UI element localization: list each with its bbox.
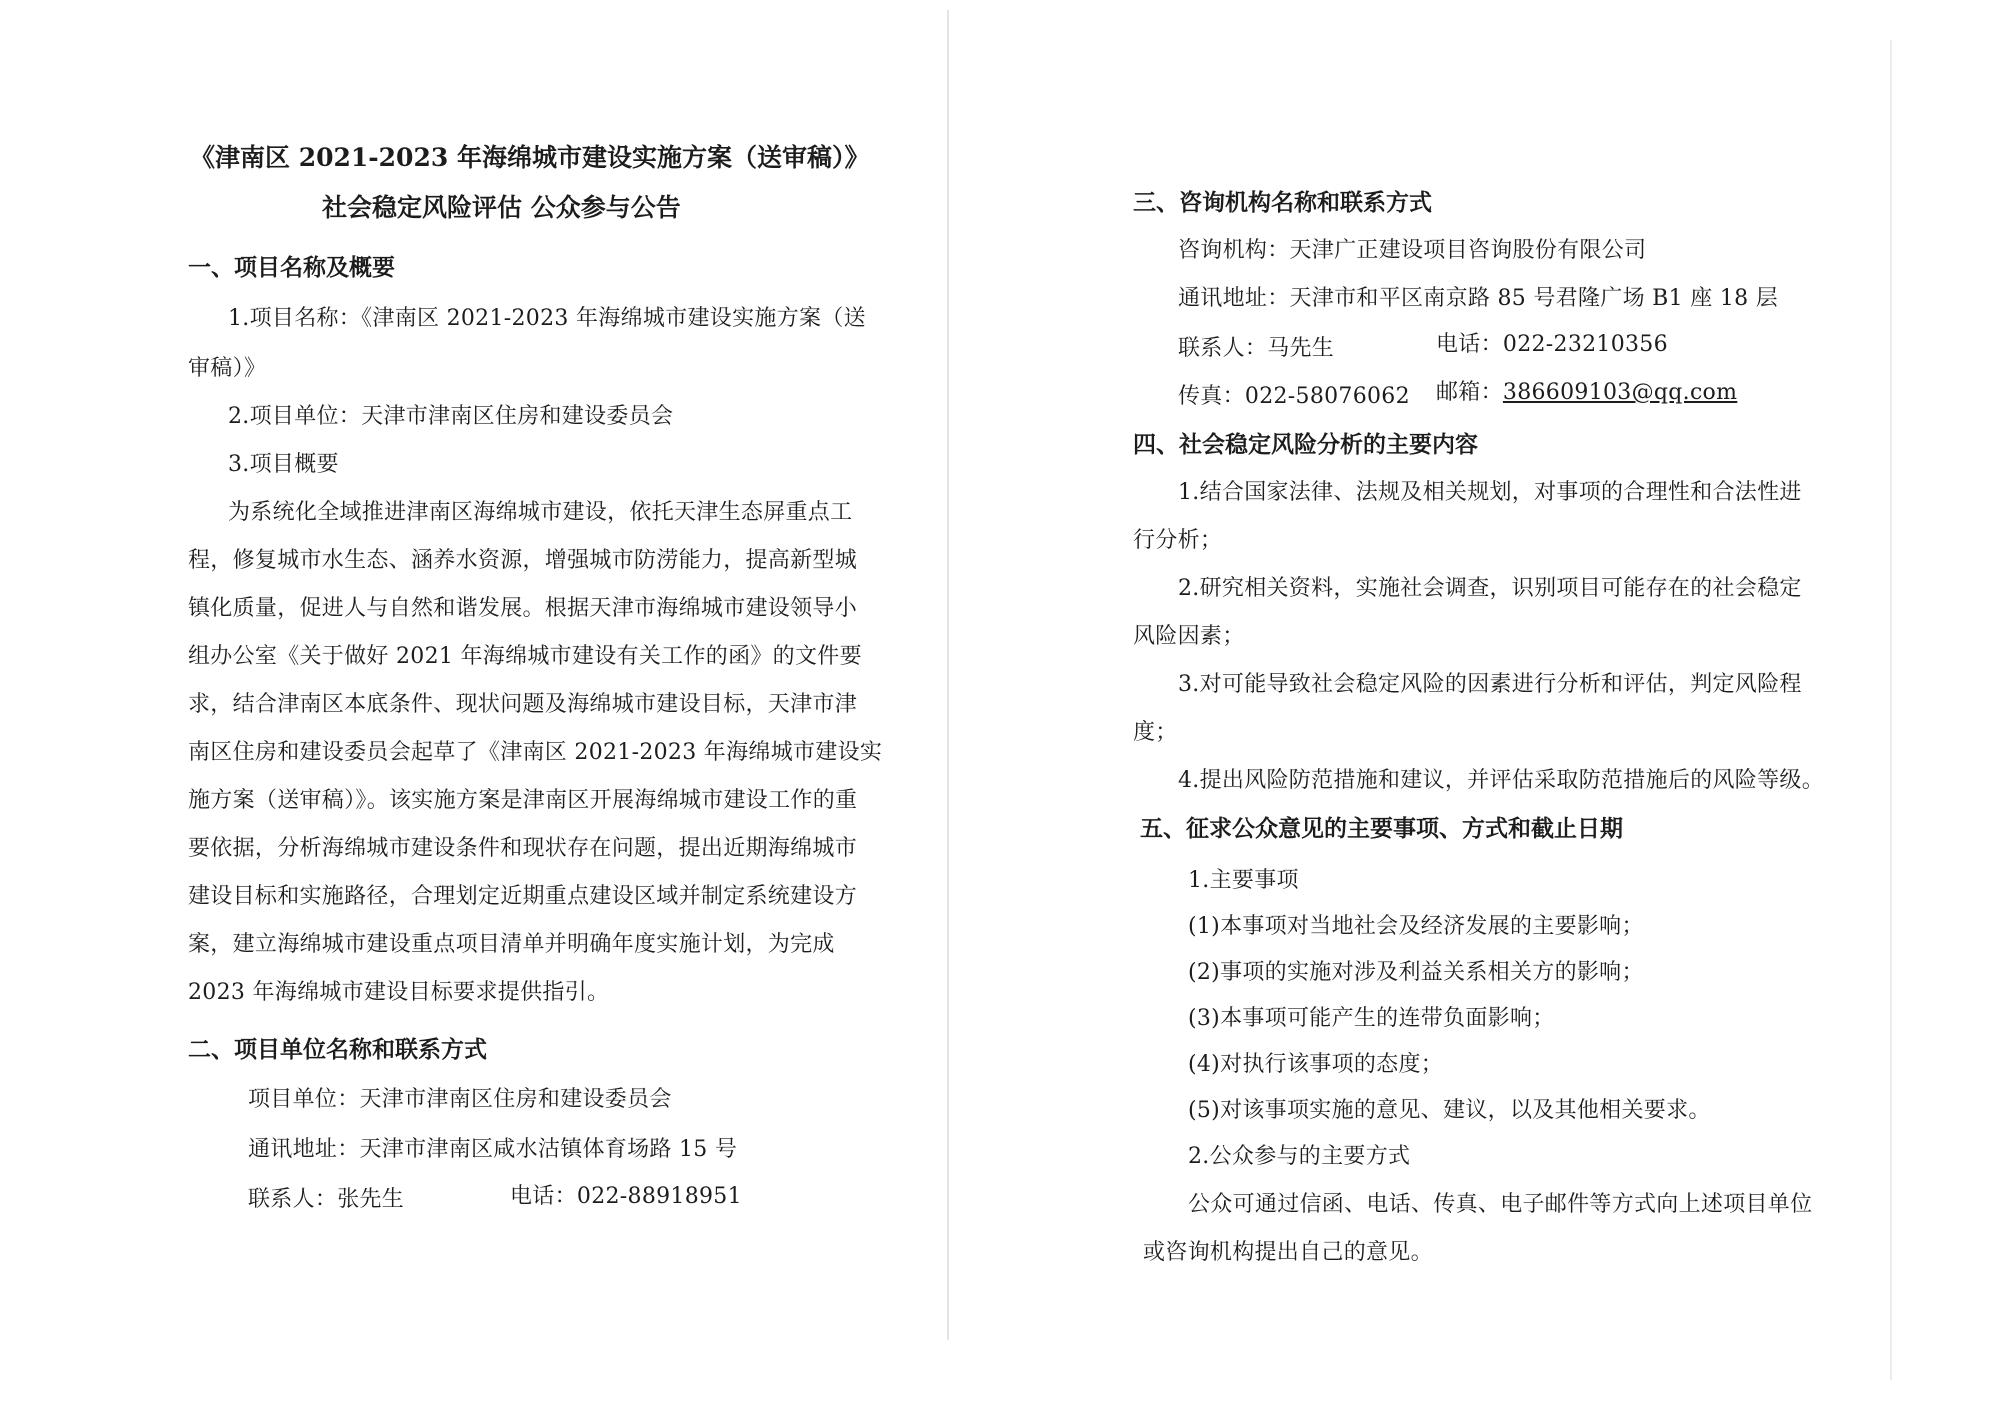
overview-line: 程，修复城市水生态、涵养水资源，增强城市防涝能力，提高新型城	[188, 548, 858, 573]
section1-heading: 一、项目名称及概要	[188, 254, 395, 281]
section3-org: 咨询机构：天津广正建设项目咨询股份有限公司	[1178, 238, 1647, 263]
section3-contact: 联系人：马先生	[1178, 336, 1335, 361]
section5-item: (2)事项的实施对涉及利益关系相关方的影响；	[1188, 960, 1644, 985]
section5-heading: 五、征求公众意见的主要事项、方式和截止日期	[1140, 815, 1623, 842]
section3-fax: 传真：022-58076062	[1178, 384, 1410, 409]
section5-sub2: 2.公众参与的主要方式	[1188, 1144, 1411, 1169]
section5-method-line2: 或咨询机构提出自己的意见。	[1143, 1240, 1433, 1265]
section1-item3: 3.项目概要	[228, 452, 339, 477]
doc-title-line1: 《津南区 2021-2023 年海绵城市建设实施方案（送审稿）》	[190, 143, 870, 172]
email-label: 邮箱：	[1436, 380, 1503, 405]
doc-title-line2: 社会稳定风险评估 公众参与公告	[322, 193, 681, 222]
section5-item: (1)本事项对当地社会及经济发展的主要影响；	[1188, 914, 1644, 939]
email-link[interactable]: 386609103@qq.com	[1502, 380, 1738, 405]
section2-phone: 电话：022-88918951	[510, 1184, 742, 1209]
overview-line: 镇化质量，促进人与自然和谐发展。根据天津市海绵城市建设领导小	[188, 596, 858, 621]
section4-item3-line2: 度；	[1133, 720, 1178, 745]
overview-line: 施方案（送审稿）》。该实施方案是津南区开展海绵城市建设工作的重	[188, 788, 858, 813]
page-gutter	[947, 10, 949, 1340]
section3-heading: 三、咨询机构名称和联系方式	[1133, 189, 1432, 216]
section5-item: (5)对该事项实施的意见、建议，以及其他相关要求。	[1188, 1098, 1711, 1123]
overview-line: 要依据，分析海绵城市建设条件和现状存在问题，提出近期海绵城市	[188, 836, 858, 861]
left-page	[0, 0, 950, 1414]
section1-item1-line2: 审稿）》	[188, 356, 267, 381]
section4-heading: 四、社会稳定风险分析的主要内容	[1133, 431, 1478, 458]
overview-line: 案，建立海绵城市建设重点项目清单并明确年度实施计划，为完成	[188, 932, 835, 957]
section4-item1-line2: 行分析；	[1133, 528, 1223, 553]
section4-item3-line1: 3.对可能导致社会稳定风险的因素进行分析和评估，判定风险程	[1178, 672, 1802, 697]
overview-line: 求，结合津南区本底条件、现状问题及海绵城市建设目标，天津市津	[188, 692, 858, 717]
section2-contact: 联系人：张先生	[248, 1187, 405, 1212]
section3-phone: 电话：022-23210356	[1436, 332, 1668, 357]
section4-item2-line2: 风险因素；	[1133, 624, 1245, 649]
section4-item1-line1: 1.结合国家法律、法规及相关规划，对事项的合理性和合法性进	[1178, 480, 1802, 505]
section2-unit: 项目单位：天津市津南区住房和建设委员会	[248, 1087, 672, 1112]
section5-item: (4)对执行该事项的态度；	[1188, 1052, 1444, 1077]
overview-line: 建设目标和实施路径，合理划定近期重点建设区域并制定系统建设方	[188, 884, 858, 909]
section3-address: 通讯地址：天津市和平区南京路 85 号君隆广场 B1 座 18 层	[1178, 286, 1779, 311]
section4-item2-line1: 2.研究相关资料，实施社会调查，识别项目可能存在的社会稳定	[1178, 576, 1802, 601]
section1-item2: 2.项目单位：天津市津南区住房和建设委员会	[228, 404, 674, 429]
right-page	[950, 0, 2000, 1414]
section2-heading: 二、项目单位名称和联系方式	[188, 1036, 487, 1063]
section5-method-line1: 公众可通过信函、电话、传真、电子邮件等方式向上述项目单位	[1188, 1192, 1813, 1217]
overview-line: 组办公室《关于做好 2021 年海绵城市建设有关工作的函》的文件要	[188, 644, 862, 669]
section5-sub1: 1.主要事项	[1188, 868, 1299, 893]
section2-address: 通讯地址：天津市津南区咸水沽镇体育场路 15 号	[248, 1137, 738, 1162]
section4-item4: 4.提出风险防范措施和建议，并评估采取防范措施后的风险等级。	[1178, 768, 1824, 793]
section3-email	[1436, 378, 1737, 408]
overview-line: 为系统化全域推进津南区海绵城市建设，依托天津生态屏重点工	[228, 500, 853, 525]
section1-item1-line1: 1.项目名称：《津南区 2021-2023 年海绵城市建设实施方案（送	[228, 306, 866, 331]
section5-item: (3)本事项可能产生的连带负面影响；	[1188, 1006, 1555, 1031]
overview-line: 2023 年海绵城市建设目标要求提供指引。	[188, 980, 610, 1005]
overview-line: 南区住房和建设委员会起草了《津南区 2021-2023 年海绵城市建设实	[188, 740, 883, 765]
